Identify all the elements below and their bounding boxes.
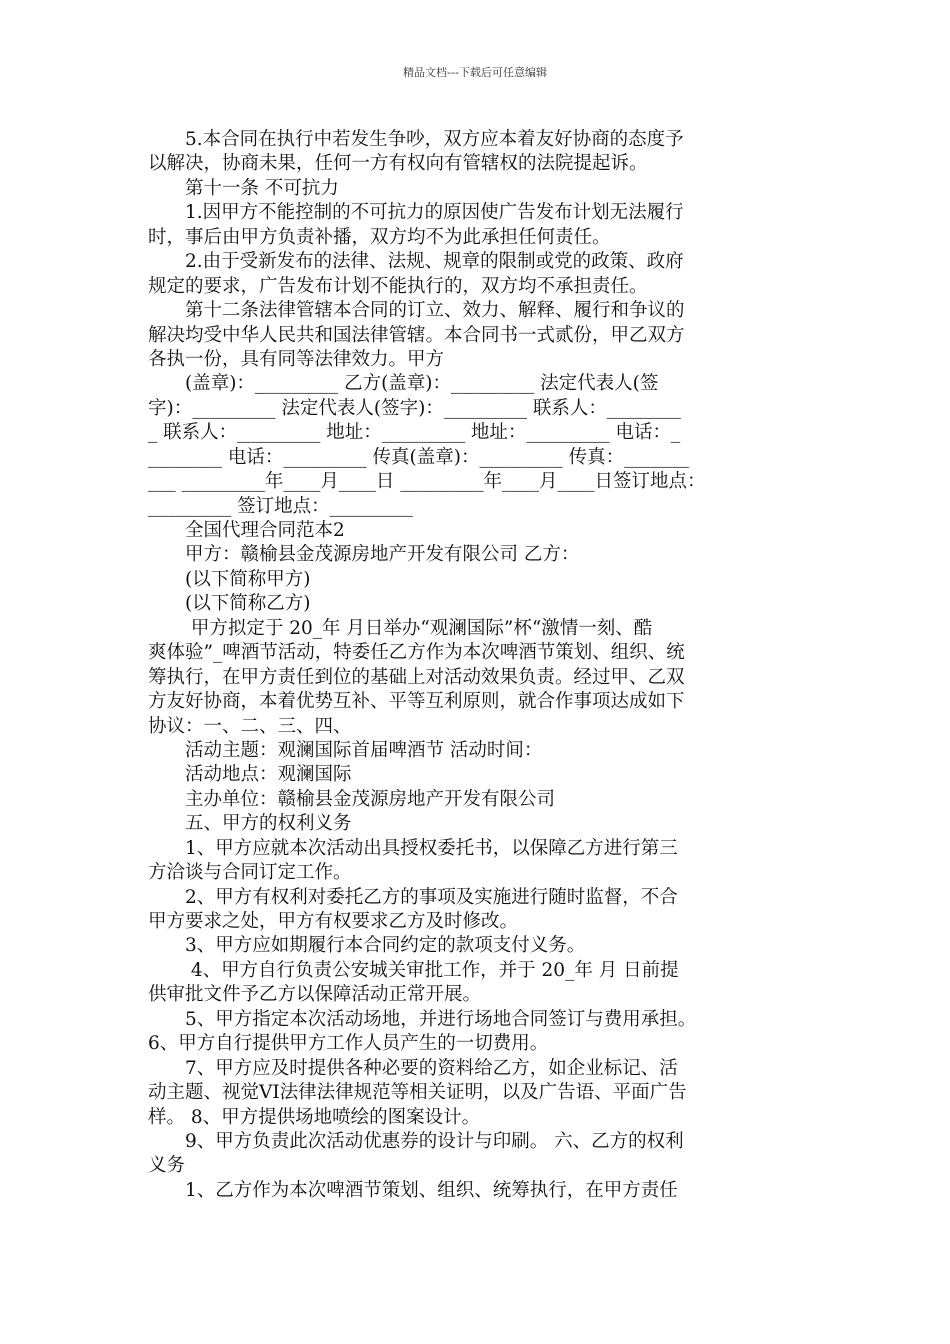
text-line: 各执一份，具有同等法律效力。甲方: [148, 348, 445, 370]
text-line: 方友好协商，本着优势互补、平等互利原则，就合作事项达成如下: [148, 691, 685, 713]
signature-line: _ 联系人：_________ 地址：_________ 地址：_________ 电话：_: [148, 422, 681, 444]
text-line: 方洽谈与合同订定工作。: [148, 862, 352, 884]
text-line: 9、甲方负责此次活动优惠券的设计与印刷。 六、乙方的权利: [148, 1130, 684, 1152]
signature-line: (盖章)：_________ 乙方(盖章)：_________ 法定代表人(签: [148, 373, 659, 395]
text-line: 第十二条法律管辖本合同的订立、效力、解释、履行和争议的: [148, 300, 685, 322]
text-line: 1、乙方作为本次啤酒节策划、组织、统筹执行，在甲方责任: [148, 1179, 678, 1201]
page-header: 精品文档---下载后可任意编辑: [403, 66, 547, 79]
text-line: 样。 8、甲方提供场地喷绘的图案设计。: [148, 1106, 481, 1128]
text-line: 动主题、视觉VI法律法律规范等相关证明，以及广告语、平面广告: [148, 1082, 687, 1104]
text-line: 义务: [148, 1155, 186, 1177]
text-line: 1、甲方应就本次活动出具授权委托书，以保障乙方进行第三: [148, 837, 678, 859]
text-line: 时，事后由甲方负责补播，双方均不为此承担任何责任。: [148, 226, 611, 248]
signature-line: 字)：_________ 法定代表人(签字)：_________ 联系人：________: [148, 397, 681, 419]
section-heading: 第十一条 不可抗力: [148, 177, 339, 199]
text-line: 爽体验”_啤酒节活动，特委任乙方作为本次啤酒节策划、组织、统: [148, 642, 685, 664]
document-body: [148, 128, 813, 1203]
text-line: (以下简称乙方): [148, 593, 311, 615]
text-line: 甲方拟定于 20_年 月日举办“观澜国际”杯“激情一刻、酷: [148, 617, 653, 639]
text-line: 1.因甲方不能控制的不可抗力的原因使广告发布计划无法履行: [148, 202, 684, 224]
text-line: 6、甲方自行提供甲方工作人员产生的一切费用。: [148, 1033, 549, 1055]
text-line: 主办单位：赣榆县金茂源房地产开发有限公司: [148, 788, 556, 810]
signature-line: ___ _________年____月____日 _________年____月____日签订地点：: [148, 471, 706, 493]
text-line: 以解决，协商未果，任何一方有权向有管辖权的法院提起诉。: [148, 153, 648, 175]
section-heading: 五、甲方的权利义务: [148, 813, 352, 835]
text-line: 2、甲方有权利对委托乙方的事项及实施进行随时监督，不合: [148, 886, 678, 908]
text-line: 解决均受中华人民共和国法律管辖。本合同书一式贰份，甲乙双方: [148, 324, 685, 346]
text-line: 活动地点：观澜国际: [148, 764, 352, 786]
text-line: 规定的要求，广告发布计划不能执行的，双方均不承担责任。: [148, 275, 648, 297]
text-line: 5.本合同在执行中若发生争吵，双方应本着友好协商的态度予: [148, 129, 684, 150]
signature-line: ________ 电话：_________ 传真(盖章)：_________ 传真：_______: [148, 446, 689, 468]
text-line: 7、甲方应及时提供各种必要的资料给乙方，如企业标记、活: [148, 1057, 678, 1079]
text-line: 筹执行，在甲方责任到位的基础上对活动效果负责。经过甲、乙双: [148, 666, 685, 688]
text-line: 甲方要求之处，甲方有权要求乙方及时修改。: [148, 911, 519, 932]
text-line: 2.由于受新发布的法律、法规、规章的限制或党的政策、政府: [148, 251, 684, 273]
text-line: 5、甲方指定本次活动场地，并进行场地合同签订与费用承担。: [148, 1008, 697, 1030]
document-subtitle: 全国代理合同范本2: [148, 520, 345, 541]
text-line: 4、甲方自行负责公安城关审批工作，并于 20_年 月 日前提: [148, 959, 679, 981]
text-line: 3、甲方应如期履行本合同约定的款项支付义务。: [148, 935, 586, 957]
signature-line: _________ 签订地点：_________: [148, 495, 413, 517]
text-line: 协议：一、二、三、四、: [148, 715, 352, 737]
text-line: 甲方：赣榆县金茂源房地产开发有限公司 乙方：: [148, 544, 580, 566]
text-line: 供审批文件予乙方以保障活动正常开展。: [148, 984, 482, 1006]
text-line: 活动主题：观澜国际首届啤酒节 活动时间：: [148, 739, 543, 761]
text-line: (以下简称甲方): [148, 568, 311, 590]
